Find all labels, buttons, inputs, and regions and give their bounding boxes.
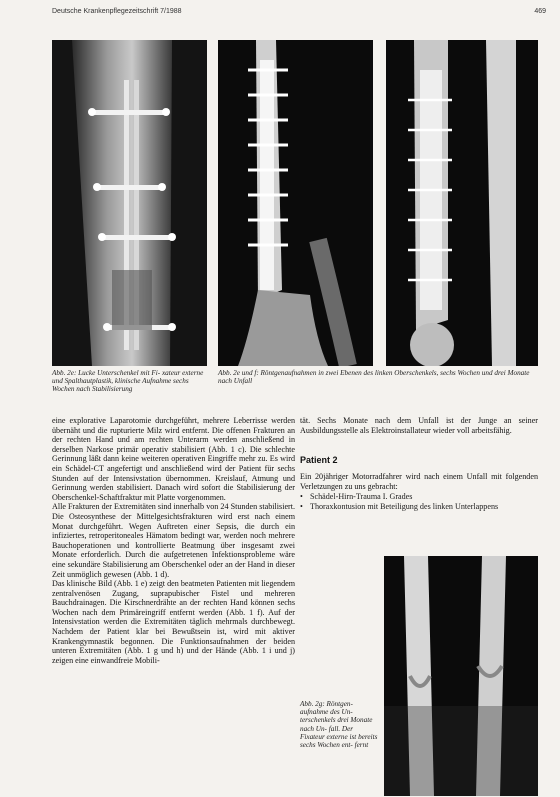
paragraph: Das klinische Bild (Abb. 1 e) zeigt den beatmeten Patienten mit liegendem zentralvenösen Zugang, suprapubischer Fistel und mehreren Bauchdrainagen. Die Kirschnerdrähte an der rechten Hand können sechs Wochen nach dem Primäreingriff entfernt werden (Abb. 1 f). Auf der Intensivstation werden die Extremitäten täglich mehrmals durchbewegt. Nachdem der Patient klar bei Bewußtsein ist, wird mit aktiver Krankengymnastik begonnen. Die Funktionsaufnahmen der beiden unteren Extremitäten (Abb. 1 g und h) und der Hände (Abb. 1 i und j) zeigen eine einwandfreie Mobili-: [52, 579, 295, 665]
journal-title: Deutsche Krankenpflegezeitschrift 7/1988: [52, 8, 182, 15]
list-item: • Thoraxkontusion mit Beteiligung des linken Unterlappens: [300, 502, 538, 512]
caption-fig2g: Abb. 2g: Röntgen- aufnahme des Un- terschenkels drei Monate nach Un- fall. Der Fixateur externe ist bereits sechs Wochen ent- fernt: [300, 700, 378, 750]
clinical-photo-lower-leg: [52, 40, 207, 366]
caption-fig2e: Abb. 2e: Lucke Unterschenkel mit Fi- xateur externe und Spalthautplastik, klinische Aufnahme sechs Wochen nach Stabilisierung: [52, 369, 204, 394]
xray-lower-leg: [384, 556, 538, 796]
running-header: [52, 8, 546, 15]
right-column-intro: tät. Sechs Monate nach dem Unfall ist der Junge an seiner Ausbildungsstelle als Elektroinstallateur wieder voll arbeitsfähig.: [300, 416, 538, 435]
caption-fig2f: Abb. 2e und f: Röntgenaufnahmen in zwei Ebenen des linken Oberschenkels, sechs Wochen und drei Monate nach Unfall: [218, 369, 530, 386]
section-heading: Patient 2: [300, 455, 338, 465]
paragraph: Alle Frakturen der Extremitäten sind innerhalb von 24 Stunden stabilisiert. Die Osteosynthese der Mittelgesichtsfrakturen wird erst nach einem Monat durchgeführt. Wegen Auftreten einer Sepsis, die durch ein infiziertes, retroperitoneales Hämatom bedingt war, werden noch mehrere Bauchoperationen und kontrollierte Beatmung über insgesamt zwei Monate erforderlich. Durch die aufgetretenen Infektionsprobleme wäre eine sekundäre Stabilisierung am Oberschenkel oder an der Hand in dieser Zeit unmöglich gewesen (Abb. 1 d).: [52, 502, 295, 579]
left-column-text: [52, 416, 295, 665]
list-item: • Schädel-Hirn-Trauma I. Grades: [300, 492, 538, 502]
right-column-paragraph: Ein 20jähriger Motorradfahrer wird nach einem Unfall mit folgenden Verletzungen zu uns gebracht:: [300, 472, 538, 491]
xray-femur-lateral: [386, 40, 538, 366]
paragraph: eine explorative Laparotomie durchgeführt, mehrere Leberrisse werden übernäht und die rupturierte Milz wird entfernt. Die offenen Frakturen an der rechten Hand und am rechten Unterarm werden anschließend in derselben Narkose primär operativ stabilisiert (Abb. 1 c). Die schlechte Gerinnung läßt dann keine weiteren operativen Eingriffe mehr zu. Es wird ein Schädel-CT angefertigt und anschließend wird der Patient für sechs Stunden auf der Intensivstation übernommen. Kreislauf, Atmung und Gerinnung werden stabilisiert. Danach wird sofort die Stabilisierung der Oberschenkel-Schaftfraktur mit Platte vorgenommen.: [52, 416, 295, 502]
xray-femur-ap: [218, 40, 373, 366]
injury-list: [300, 492, 538, 511]
page-number: 469: [534, 8, 546, 15]
